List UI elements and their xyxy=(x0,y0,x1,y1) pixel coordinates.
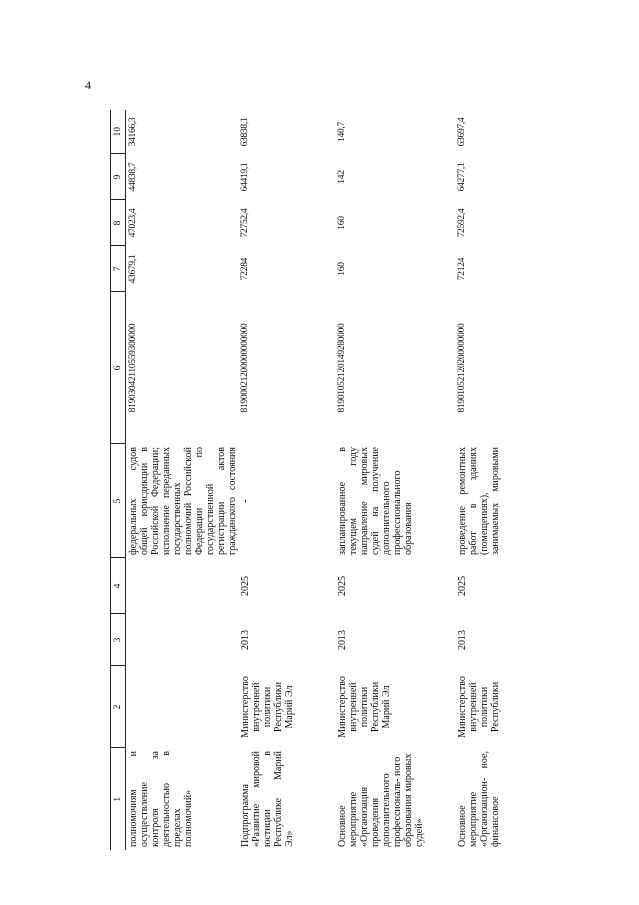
header-cell-2: 2 xyxy=(111,666,126,748)
value-cell-9: 64277,1 xyxy=(457,162,467,192)
value-cell-7: 72124 xyxy=(457,257,467,281)
value-cell-8: 160 xyxy=(337,216,347,230)
result-description-cell: проведение ремонтных работ в зданиях (помещениях), занимаемых мировыми xyxy=(457,447,501,555)
program-name-cell: Основное мероприятие «Организацион- ное, финансовое xyxy=(457,751,501,847)
header-cell-1: 1 xyxy=(111,748,126,850)
budget-code-cell: 81901052120200000000 xyxy=(457,323,467,413)
header-cell-3: 3 xyxy=(111,614,126,666)
end-year-cell xyxy=(126,558,239,614)
value-cell-8: 72752,4 xyxy=(240,208,250,238)
end-year-cell: 2025 xyxy=(240,576,251,596)
program-table xyxy=(110,110,527,850)
page-number: 4 xyxy=(85,78,91,92)
value-cell-8: 72592,4 xyxy=(457,208,467,238)
value-cell-10: 34166,3 xyxy=(128,117,138,147)
program-name-cell: Подпрограмма «Развитие мировой юстиции в Республике Марий Эл» xyxy=(240,751,295,847)
table-row xyxy=(238,110,335,850)
table-row xyxy=(126,110,239,850)
header-cell-10: 10 xyxy=(111,110,126,154)
value-cell-9: 44838,7 xyxy=(128,162,138,192)
end-year-cell: 2025 xyxy=(457,576,468,596)
header-cell-4: 4 xyxy=(111,558,126,614)
value-cell-10: 140,7 xyxy=(337,122,347,142)
result-description-cell: - xyxy=(240,499,251,503)
value-cell-8: 47023,4 xyxy=(128,208,138,238)
start-year-cell: 2013 xyxy=(240,630,251,650)
end-year-cell: 2025 xyxy=(337,576,348,596)
value-cell-7: 72284 xyxy=(240,257,250,281)
header-cell-7: 7 xyxy=(111,246,126,292)
budget-code-cell: 81901052120149280000 xyxy=(337,323,347,413)
table-row xyxy=(335,110,455,850)
header-cell-8: 8 xyxy=(111,200,126,246)
result-description-cell: запланированное в текущем году направление мировых судей на получение дополнительного профессионального образования xyxy=(337,447,414,555)
value-cell-9: 142 xyxy=(337,170,347,184)
executor-cell: Министерство внутренней политики Республики Марий Эл xyxy=(337,676,392,738)
rotated-table-wrapper xyxy=(110,110,510,850)
budget-code-cell: 81903042110559300000 xyxy=(128,323,138,413)
budget-code-cell: 81900021200000000000 xyxy=(240,323,250,413)
program-name-cell: полномочиям и осуществление контроля за деятельностью в пределах полномочий» xyxy=(128,751,194,847)
start-year-cell xyxy=(126,614,239,666)
header-cell-6: 6 xyxy=(111,292,126,444)
start-year-cell: 2013 xyxy=(337,630,348,650)
value-cell-7: 43679,1 xyxy=(128,254,138,284)
value-cell-7: 160 xyxy=(337,262,347,276)
start-year-cell: 2013 xyxy=(457,630,468,650)
table-row xyxy=(455,110,527,850)
executor-cell xyxy=(126,666,239,748)
result-description-cell: федеральных судов общей юрисдикции в Российской Федерации; исполнение переданных государственных полномочий Российской Федерации по государственной регистрации актов гражданского состояния xyxy=(128,447,238,555)
header-row xyxy=(111,110,126,850)
value-cell-10: 63838,1 xyxy=(240,117,250,147)
header-cell-5: 5 xyxy=(111,444,126,558)
value-cell-10: 63697,4 xyxy=(457,117,467,147)
value-cell-9: 64419,1 xyxy=(240,162,250,192)
program-name-cell: Основное мероприятие «Организация проведения дополнительного профессиональ- ного образования мировых судей» xyxy=(337,753,425,847)
header-cell-9: 9 xyxy=(111,154,126,200)
executor-cell: Министерство внутренней политики Республики Марий Эл xyxy=(240,676,295,738)
executor-cell: Министерство внутренней политики Республики xyxy=(457,676,501,738)
